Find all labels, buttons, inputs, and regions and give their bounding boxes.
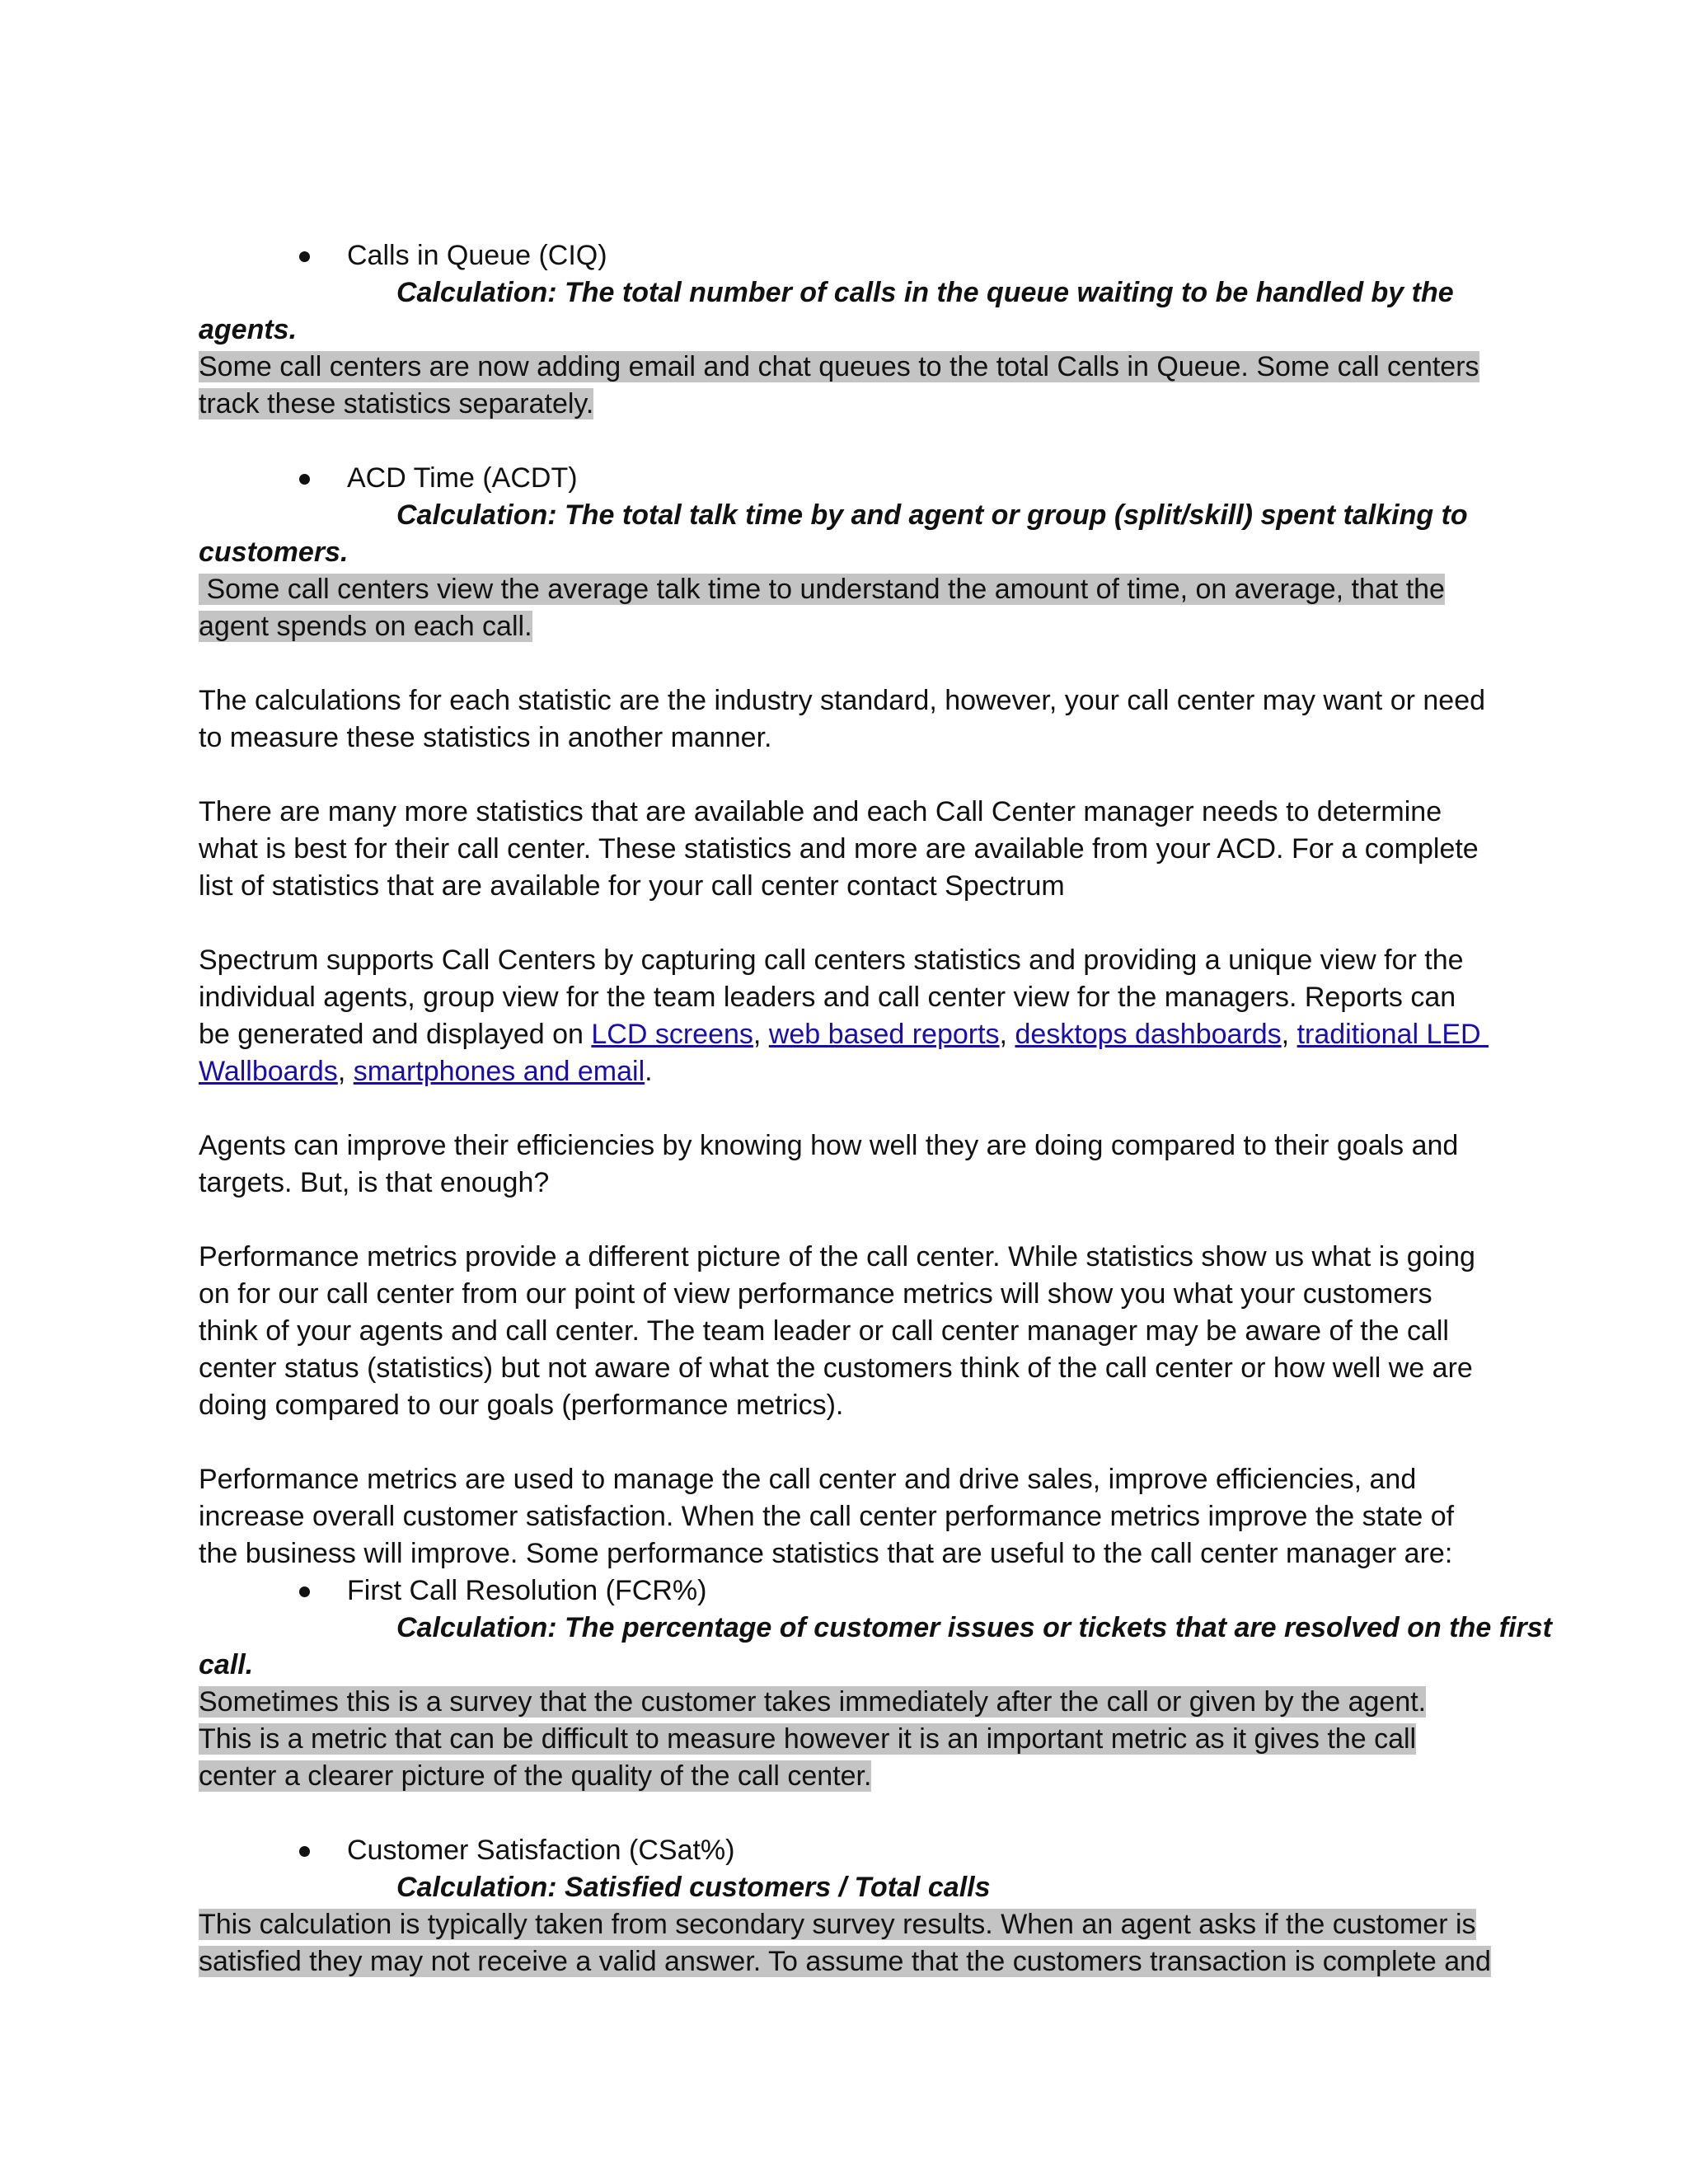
- bullet-text: ACD Time (ACDT): [347, 462, 578, 494]
- document-body: [199, 237, 1552, 1980]
- comma: ,: [337, 1056, 346, 1087]
- note-ciq-line1: Some call centers are now adding email and chat queues to the total Calls in Queue. Some call centers: [199, 351, 1479, 382]
- link-traditional-led-wallboards-part1[interactable]: traditional LED: [1296, 1019, 1489, 1050]
- para-performance-line2: on for our call center from our point of view performance metrics will show you what your customers: [199, 1278, 1432, 1310]
- note-csat-line1: This calculation is typically taken from secondary survey results. When an agent asks if the customer is: [199, 1909, 1476, 1940]
- link-traditional-led-wallboards-part2[interactable]: Wallboards: [199, 1056, 338, 1087]
- bullet-dot: [299, 1846, 310, 1857]
- comma: ,: [753, 1019, 762, 1050]
- para-performance-line3: think of your agents and call center. The team leader or call center manager may be aware of the call: [199, 1315, 1449, 1347]
- bullet-customer-satisfaction: [199, 1832, 1501, 1869]
- bullet-dot: [299, 1586, 310, 1597]
- para-performance-line4: center status (statistics) but not aware of what the customers think of the call center or how well we are: [199, 1352, 1473, 1384]
- calculation-fcr-line1: Calculation: The percentage of customer issues or tickets that are resolved on the first: [396, 1612, 1552, 1643]
- calculation-fcr-line2: call.: [199, 1649, 254, 1680]
- bullet-text: First Call Resolution (FCR%): [347, 1575, 707, 1606]
- note-fcr-line2: This is a metric that can be difficult to measure however it is an important metric as it gives the call: [199, 1723, 1417, 1755]
- bullet-dot: [299, 474, 310, 485]
- para-spectrum-line1: Spectrum supports Call Centers by capturing call centers statistics and providing a unique view for the: [199, 944, 1464, 976]
- link-desktops-dashboards[interactable]: desktops dashboards: [1015, 1019, 1282, 1050]
- note-acdt-line1: Some call centers view the average talk time to understand the amount of time, on average, that the: [199, 574, 1445, 605]
- calculation-acdt-line2: customers.: [199, 537, 349, 568]
- para-spectrum-line4: [199, 1053, 1501, 1090]
- bullet-dot: [299, 251, 310, 262]
- para-agents-line1: Agents can improve their efficiencies by knowing how well they are doing compared to their goals and: [199, 1130, 1459, 1161]
- para-metrics-used-line2: increase overall customer satisfaction. When the call center performance metrics improve the state of: [199, 1501, 1455, 1532]
- para-agents-line2: targets. But, is that enough?: [199, 1167, 550, 1198]
- para-more-stats-line2: what is best for their call center. These statistics and more are available from your ACD. For a complete: [199, 833, 1479, 865]
- calculation-csat-line1: Calculation: Satisfied customers / Total calls: [396, 1872, 991, 1903]
- note-fcr-line3: center a clearer picture of the quality of the call center.: [199, 1760, 872, 1792]
- bullet-acd-time: [199, 460, 1501, 497]
- comma: ,: [999, 1019, 1007, 1050]
- note-acdt-line2: agent spends on each call.: [199, 611, 532, 642]
- para-spectrum-line2: individual agents, group view for the team leaders and call center view for the managers. Reports can: [199, 982, 1456, 1013]
- comma: ,: [1281, 1019, 1290, 1050]
- para-calculations-line1: The calculations for each statistic are the industry standard, however, your call center may want or need: [199, 685, 1486, 716]
- note-fcr-line1: Sometimes this is a survey that the customer takes immediately after the call or given by the agent.: [199, 1686, 1427, 1718]
- period: .: [645, 1056, 653, 1087]
- para-performance-line5: doing compared to our goals (performance metrics).: [199, 1390, 844, 1421]
- para-metrics-used-line3: the business will improve. Some performance statistics that are useful to the call center manager are:: [199, 1538, 1453, 1569]
- calculation-ciq-line1: Calculation: The total number of calls in the queue waiting to be handled by the: [396, 277, 1454, 308]
- para-performance-line1: Performance metrics provide a different picture of the call center. While statistics show us what is going: [199, 1241, 1475, 1272]
- link-smartphones-and-email[interactable]: smartphones and email: [353, 1056, 645, 1087]
- bullet-calls-in-queue: [199, 237, 1501, 274]
- para-more-stats-line3: list of statistics that are available for your call center contact Spectrum: [199, 870, 1065, 902]
- bullet-first-call-resolution: [199, 1572, 1501, 1610]
- calculation-acdt-line1: Calculation: The total talk time by and agent or group (split/skill) spent talking to: [396, 499, 1468, 531]
- note-ciq-line2: track these statistics separately.: [199, 388, 594, 419]
- link-lcd-screens[interactable]: LCD screens: [591, 1019, 753, 1050]
- link-web-based-reports[interactable]: web based reports: [768, 1019, 1000, 1050]
- para-more-stats-line1: There are many more statistics that are available and each Call Center manager needs to determine: [199, 796, 1442, 827]
- bullet-text: Customer Satisfaction (CSat%): [347, 1835, 735, 1866]
- para-spectrum-line3: [199, 1016, 1501, 1053]
- note-csat-line2: satisfied they may not receive a valid answer. To assume that the customers transaction is complete and: [199, 1946, 1491, 1977]
- para-calculations-line2: to measure these statistics in another manner.: [199, 722, 772, 753]
- calculation-ciq-line2: agents.: [199, 314, 298, 345]
- para-metrics-used-line1: Performance metrics are used to manage the call center and drive sales, improve efficiencies, and: [199, 1464, 1417, 1495]
- text-prefix: be generated and displayed on: [199, 1019, 592, 1050]
- bullet-text: Calls in Queue (CIQ): [347, 240, 607, 271]
